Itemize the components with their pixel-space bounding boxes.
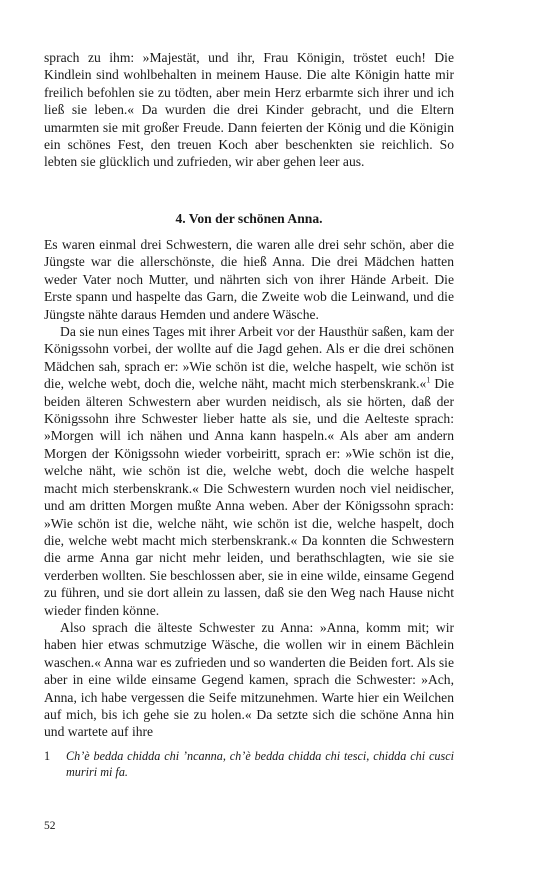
paragraph: sprach zu ihm: »Majestät, und ihr, Frau Königin, tröstet euch! Die Kindlein sind wohlbehalten in meinem Hause. Die alte Königin hatte mir freilich befohlen sie zu tödten, aber mein Herz erbarmte sich ihrer und ich ließ sie leben.« Da wurden die drei Kinder gebracht, und die Eltern umarmten sie mit großer Freude. Dann feierten der König und die Königin ein schönes Fest, den treuen Koch aber beschenkten sie reichlich. So lebten sie glücklich und zufrieden, wir aber gehen leer aus. bbox=[44, 50, 454, 170]
footnote-reference[interactable]: 1 bbox=[426, 375, 431, 385]
footnote-number: 1 bbox=[44, 749, 51, 763]
footnote-text: Ch’è bedda chidda chi ’ncanna, ch’è bedda chidda chi tesci, chidda chi cusci muriri mi fa. bbox=[66, 749, 454, 779]
paragraph bbox=[44, 323, 454, 619]
paragraph: Es waren einmal drei Schwestern, die waren alle drei sehr schön, aber die Jüngste war die allerschönste, die hieß Anna. Die drei Mädchen hatten weder Vater noch Mutter, und nährten sich von ihrer Hände Arbeit. Die Erste spann und haspelte das Garn, die Zweite wob die Leinwand, und die Jüngste nähte daraus Hemden und andere Wäsche. bbox=[44, 237, 454, 322]
chapter-heading: 4. Von der schönen Anna. bbox=[175, 211, 323, 226]
paragraph-text: Die beiden älteren Schwestern aber wurden neidisch, als sie hörten, daß der Königssohn ihre Schwester lieber hatte als sie, und die Aelteste sprach: »Morgen will ich nähen und Anna kann haspeln.« Als aber am andern Morgen der Königssohn wieder vorbeiritt, sprach er: »Wie schön ist die, welche näht, wie schön ist die, welche webt, doch die welche haspelt macht mich sterbenskrank.« Die Schwestern wurden noch viel neidischer, und am dritten Morgen mußte Anna weben. Aber der Königssohn sprach: »Wie schön ist die, welche näht, wie schön ist die, welche haspelt, doch die, welche webt macht mich sterbenskrank.« Da konnten die Schwestern die arme Anna gar nicht mehr leiden, und berathschlagten, wie sie sie verderben wollten. Sie beschlossen aber, sie in eine wilde, einsame Gegend zu führen, und sie dort allein zu lassen, daß sie den Weg nach Hause nicht wieder finden könne. bbox=[44, 376, 454, 618]
paragraph: Also sprach die älteste Schwester zu Anna: »Anna, komm mit; wir haben hier etwas schmutzige Wäsche, die wollen wir in einem Bächlein waschen.« Anna war es zufrieden und so wanderten die Beiden fort. Als sie aber in eine wilde einsame Gegend kamen, sprach die Schwester: »Ach, Anna, ich habe vergessen die Seife mitzunehmen. Warte hier ein Weilchen auf mich, bis ich gehe sie zu holen.« Da setzte sich die schöne Anna hin und wartete auf ihre bbox=[44, 619, 454, 740]
footnote bbox=[44, 748, 454, 780]
page-number: 52 bbox=[44, 820, 56, 832]
previous-story-ending bbox=[44, 49, 454, 171]
story-body bbox=[44, 236, 454, 741]
paragraph-text: Da sie nun eines Tages mit ihrer Arbeit vor der Hausthür saßen, kam der Königssohn vorbei, der wollte auf die Jagd gehen. Als er die drei schönen Mädchen sah, sprach er: »Wie schön ist die, welche haspelt, wie schön ist die, welche webt, doch die, welche näht, macht mich sterbenskrank.« bbox=[44, 324, 454, 392]
